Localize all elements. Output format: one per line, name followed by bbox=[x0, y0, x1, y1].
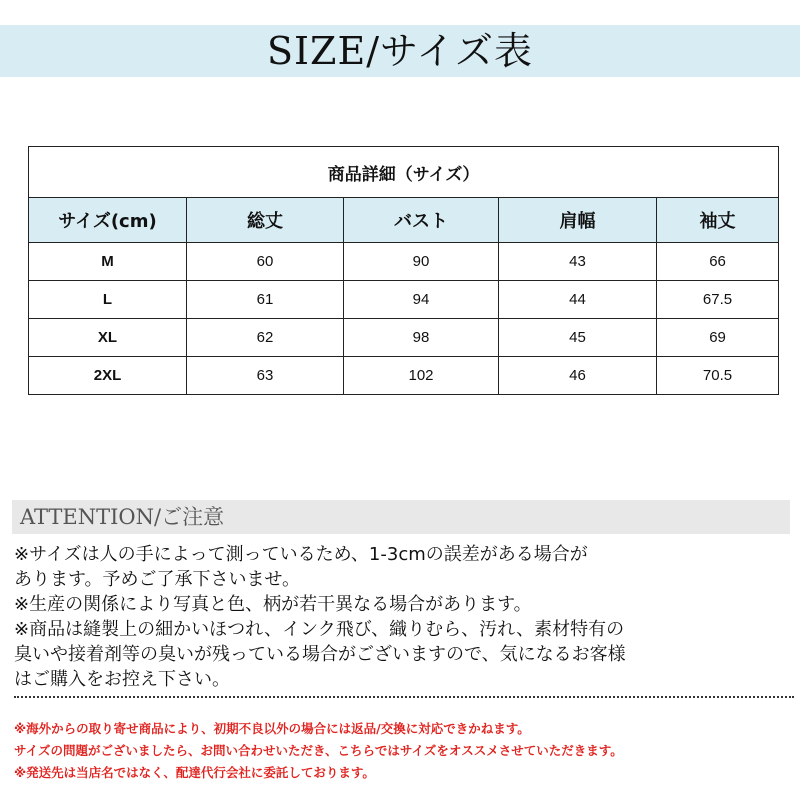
table-cell: 62 bbox=[187, 319, 344, 357]
table-caption: 商品詳細（サイズ） bbox=[29, 147, 779, 198]
table-cell: 60 bbox=[187, 243, 344, 281]
size-table bbox=[28, 146, 779, 395]
table-cell: 69 bbox=[657, 319, 779, 357]
note-line: ※サイズは人の手によって測っているため、1-3cmの誤差がある場合が bbox=[14, 544, 588, 565]
table-cell: 98 bbox=[344, 319, 499, 357]
table-cell: 63 bbox=[187, 357, 344, 395]
table-cell: 43 bbox=[499, 243, 657, 281]
table-caption-row bbox=[29, 147, 779, 198]
size-cell: 2XL bbox=[29, 357, 187, 395]
notice-line: ※海外からの取り寄せ商品により、初期不良以外の場合には返品/交換に対応できかねます。 bbox=[14, 721, 530, 736]
table-row bbox=[29, 319, 779, 357]
table-cell: 70.5 bbox=[657, 357, 779, 395]
attention-title: ATTENTION/ご注意 bbox=[20, 505, 225, 529]
table-header-row bbox=[29, 198, 779, 243]
table-cell: 67.5 bbox=[657, 281, 779, 319]
table-cell: 46 bbox=[499, 357, 657, 395]
size-cell: L bbox=[29, 281, 187, 319]
note-line: あります。予めご了承下さいませ。 bbox=[14, 569, 301, 590]
column-header: 肩幅 bbox=[499, 198, 657, 243]
table-row bbox=[29, 243, 779, 281]
note-line: ※生産の関係により写真と色、柄が若干異なる場合があります。 bbox=[14, 594, 532, 615]
note-line: 臭いや接着剤等の臭いが残っている場合がございますので、気になるお客様 bbox=[14, 644, 626, 665]
column-header: 袖丈 bbox=[657, 198, 779, 243]
table-cell: 94 bbox=[344, 281, 499, 319]
table-cell: 90 bbox=[344, 243, 499, 281]
notice-line: サイズの問題がございましたら、お問い合わせいただき、こちらではサイズをオススメさせていただきます。 bbox=[14, 743, 623, 758]
note-line: ※商品は縫製上の細かいほつれ、インク飛び、織りむら、汚れ、素材特有の bbox=[14, 619, 625, 640]
column-header: サイズ(cm) bbox=[29, 198, 187, 243]
size-cell: XL bbox=[29, 319, 187, 357]
size-cell: M bbox=[29, 243, 187, 281]
table-cell: 44 bbox=[499, 281, 657, 319]
table-cell: 61 bbox=[187, 281, 344, 319]
note-line: はご購入をお控え下さい。 bbox=[14, 669, 230, 690]
table-row bbox=[29, 281, 779, 319]
table-cell: 102 bbox=[344, 357, 499, 395]
table-row bbox=[29, 357, 779, 395]
attention-notes bbox=[14, 542, 794, 698]
table-cell: 66 bbox=[657, 243, 779, 281]
table-cell: 45 bbox=[499, 319, 657, 357]
column-header: 総丈 bbox=[187, 198, 344, 243]
shipping-notices bbox=[14, 718, 794, 784]
page-title: SIZE/サイズ表 bbox=[267, 29, 533, 73]
column-header: バスト bbox=[344, 198, 499, 243]
notice-line: ※発送先は当店名ではなく、配達代行会社に委託しております。 bbox=[14, 765, 375, 780]
